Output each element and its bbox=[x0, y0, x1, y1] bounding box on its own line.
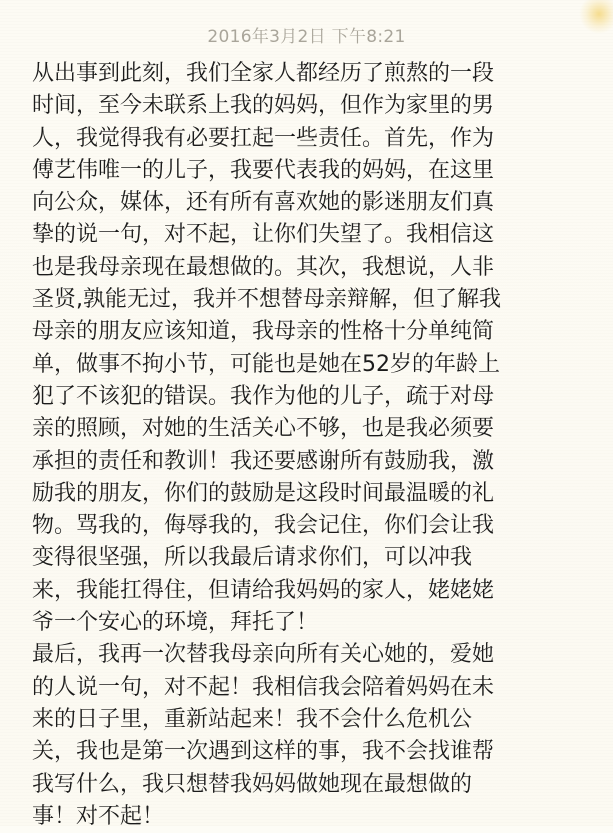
note-paragraph-1: 从出事到此刻，我们全家人都经历了煎熬的一段 时间，至今未联系上我的妈妈，但作为家里的男 人，我觉得我有必要扛起一些责任。首先，作为 傅艺伟唯一的儿子，我要代表我的妈妈，在这里 向公众，媒体，还有所有喜欢她的影迷朋友们真 挚的说一句，对不起，让你们失望了。我相信这 也是我母亲现在最想做的。其次，我想说，人非 圣贤,孰能无过，我并不想替母亲辩解，但了解我 母亲的朋友应该知道，我母亲的性格十分单纯简 单，做事不拘小节，可能也是她在52岁的年龄上 犯了不该犯的错误。我作为他的儿子，疏于对母 亲的照顾，对她的生活关心不够，也是我必须要 承担的责任和教训！我还要感谢所有鼓励我，激 励我的朋友，你们的鼓励是这段时间最温暖的礼 物。骂我的，侮辱我的，我会记住，你们会让我 变得很坚强，所以我最后请求你们，可以冲我 来，我能扛得住，但请给我妈妈的家人，姥姥姥 爷一个安心的环境，拜托了！ bbox=[32, 61, 501, 636]
note-timestamp: 2016年3月2日 下午8:21 bbox=[207, 27, 406, 47]
note-paragraph-2: 最后，我再一次替我母亲向所有关心她的，爱她 的人说一句，对不起！我相信我会陪着妈妈在未 来的日子里，重新站起来！我不会什么危机公 关，我也是第一次遇到这样的事，我不会找谁帮 我写什么，我只想替我妈妈做她现在最想做的 事！对不起！ bbox=[32, 642, 495, 829]
note-body[interactable] bbox=[32, 58, 592, 833]
